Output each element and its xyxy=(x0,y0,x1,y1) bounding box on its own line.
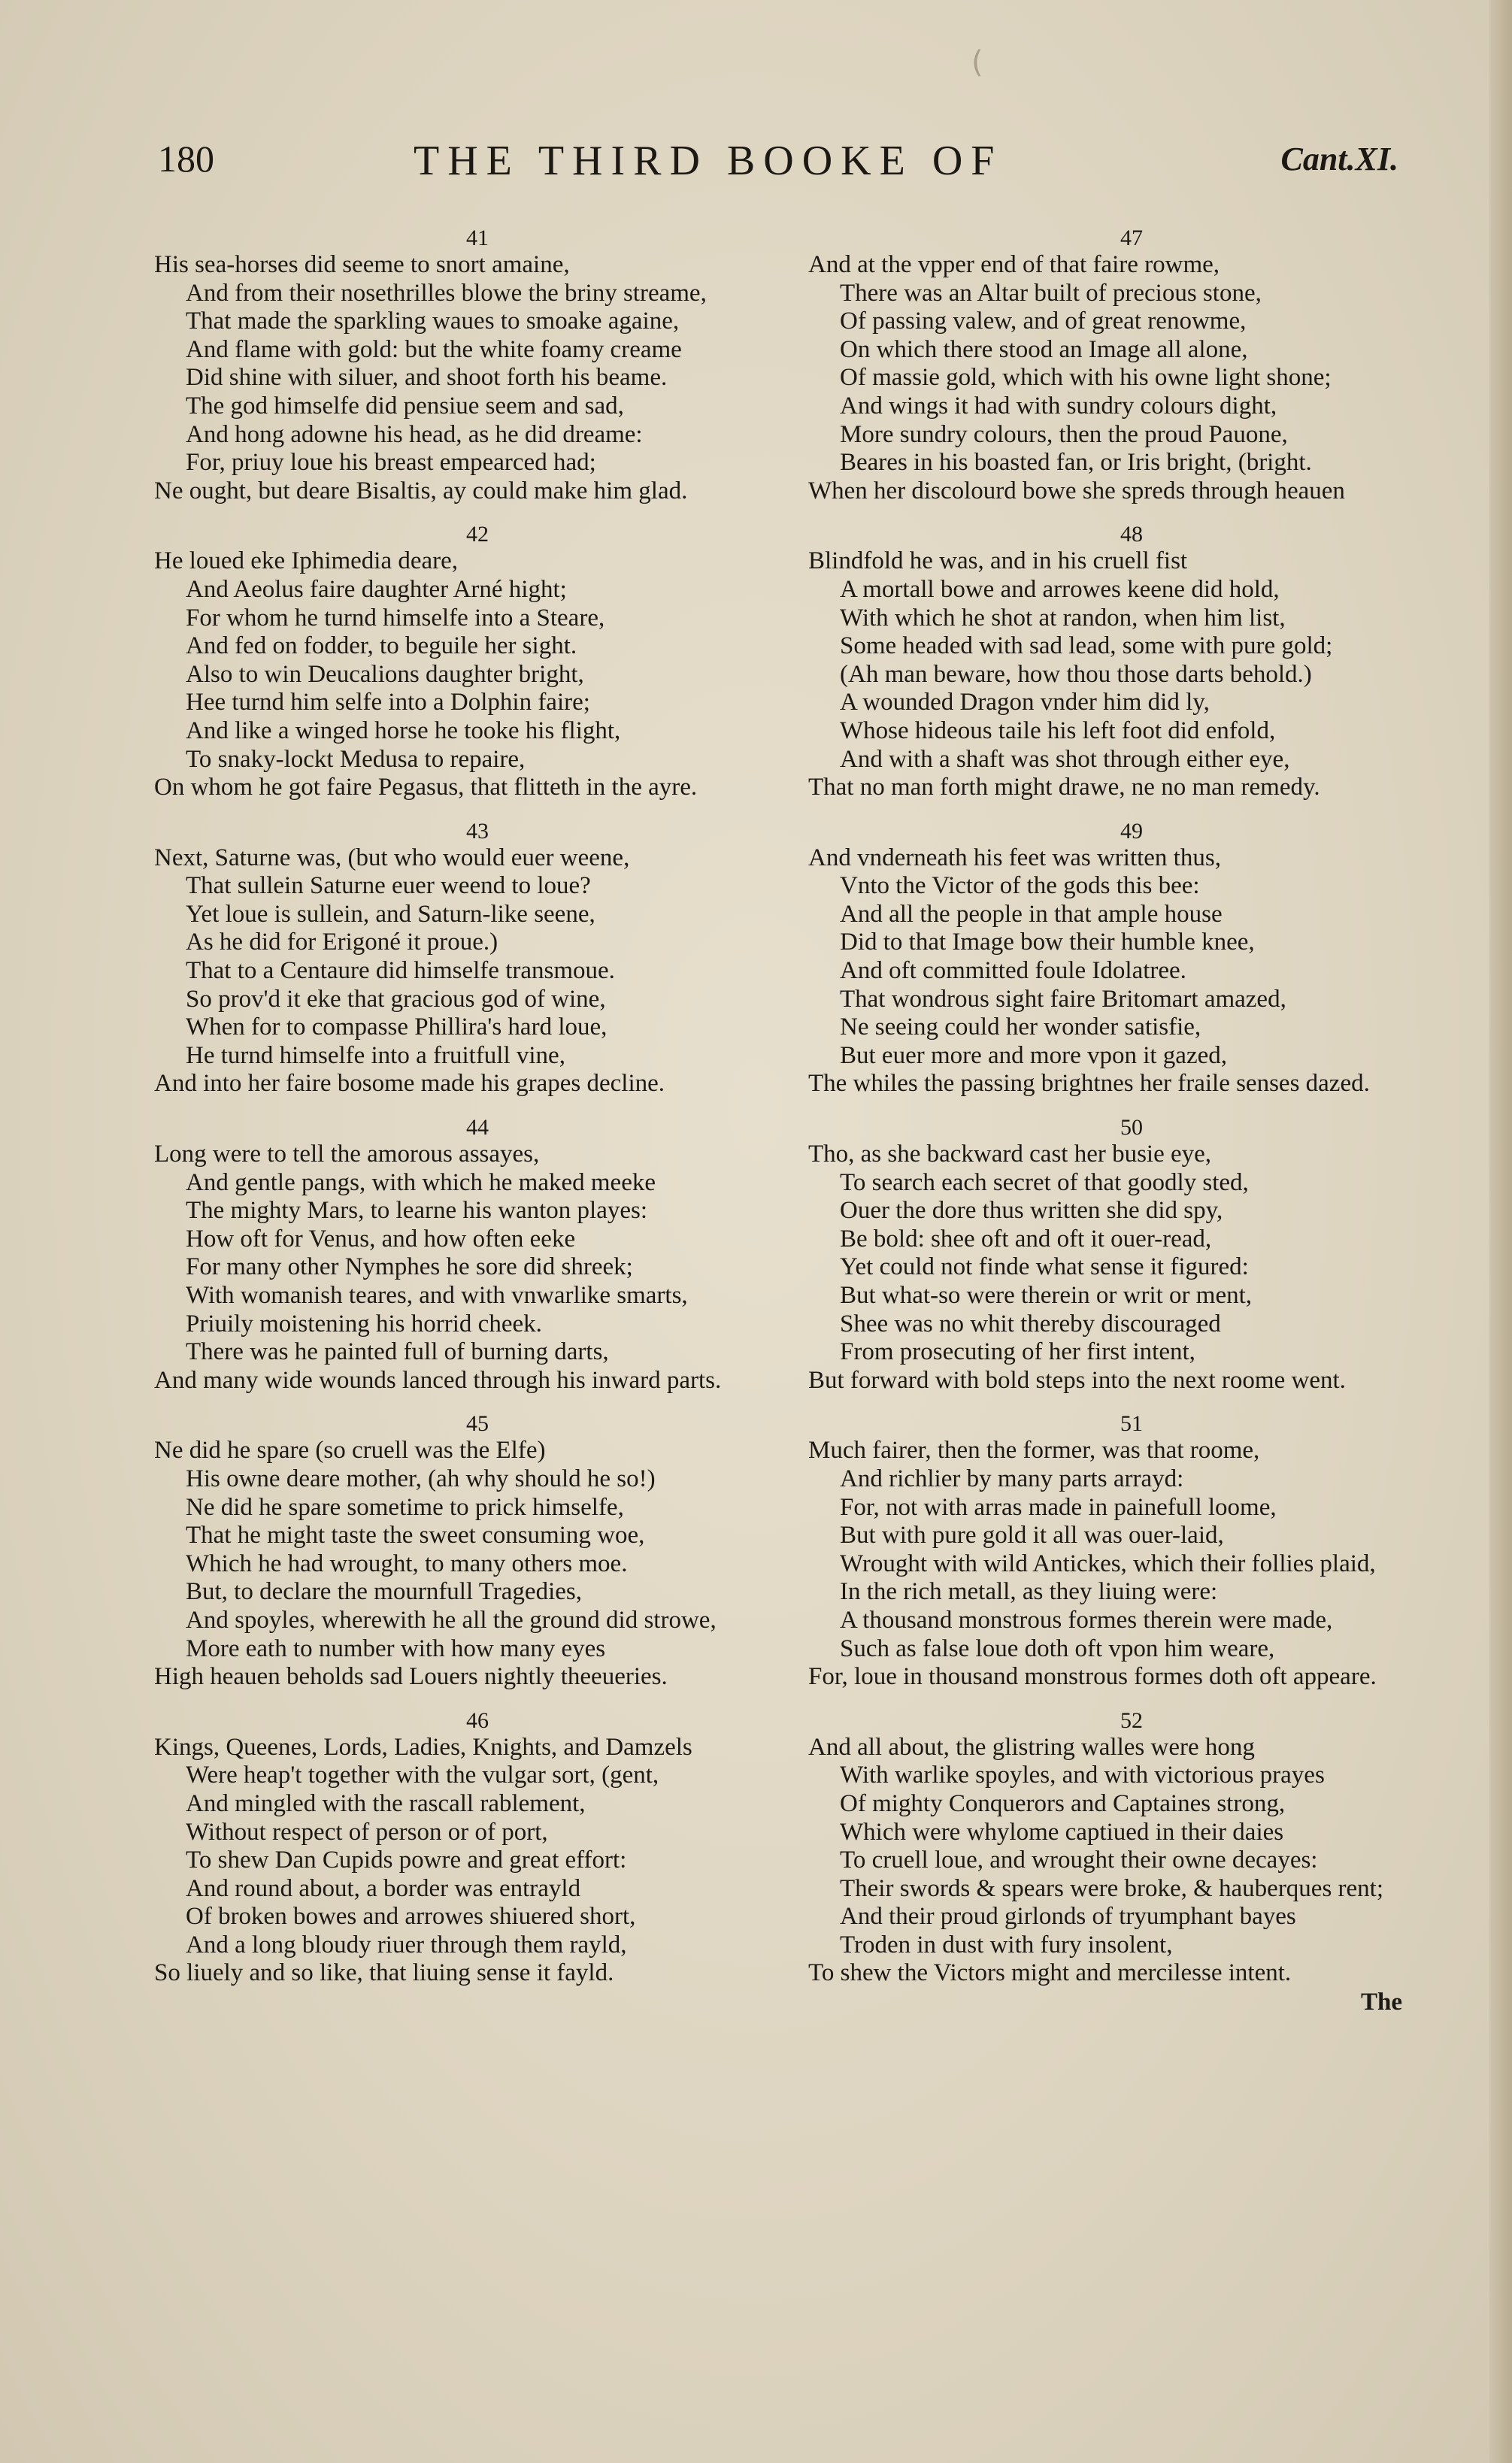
stanza-number: 43 xyxy=(466,818,489,844)
stanza-number: 50 xyxy=(1120,1115,1143,1141)
verse-line: As he did for Erigoné it proue.) xyxy=(186,929,498,956)
verse-line: That wondrous sight faire Britomart amazed, xyxy=(840,985,1286,1013)
verse-line: Vnto the Victor of the gods this bee: xyxy=(840,872,1200,900)
running-header xyxy=(158,137,1398,189)
verse-line: And many wide wounds lanced through his inward parts. xyxy=(154,1366,722,1394)
stanza-number: 45 xyxy=(466,1411,489,1437)
verse-line: Shee was no whit thereby discouraged xyxy=(840,1310,1221,1338)
verse-line: He loued eke Iphimedia deare, xyxy=(154,547,459,575)
verse-line: But with pure gold it all was ouer-laid, xyxy=(840,1522,1224,1550)
verse-line: For, priuy loue his breast empearced had; xyxy=(186,449,596,477)
stanza xyxy=(808,819,1455,1098)
verse-line: And like a winged horse he tooke his flight, xyxy=(186,716,621,744)
verse-line: (Ah man beware, how thou those darts behold.) xyxy=(840,660,1312,688)
verse-line: So liuely and so like, that liuing sense it fayld. xyxy=(154,1959,614,1987)
verse-line: Ne seeing could her wonder satisfie, xyxy=(840,1013,1201,1041)
canto-label: Cant.XI. xyxy=(1280,141,1398,177)
verse-line: And into her faire bosome made his grapes decline. xyxy=(154,1070,665,1098)
running-title: THE THIRD BOOKE OF xyxy=(414,138,1003,184)
stanza xyxy=(808,1115,1455,1395)
verse-line: Without respect of person or of port, xyxy=(186,1818,548,1846)
verse-line: Troden in dust with fury insolent, xyxy=(840,1931,1173,1959)
verse-line: Hee turnd him selfe into a Dolphin faire; xyxy=(186,689,590,716)
verse-line: On which there stood an Image all alone, xyxy=(840,335,1248,363)
verse-line: The god himselfe did pensiue seem and sad, xyxy=(186,392,624,420)
verse-line: And mingled with the rascall rablement, xyxy=(186,1789,586,1817)
verse-line: That made the sparkling waues to smoake againe, xyxy=(186,307,680,335)
verse-line: With womanish teares, and with vnwarlike smarts, xyxy=(186,1282,688,1309)
verse-line: A thousand monstrous formes therein were made, xyxy=(840,1606,1333,1634)
stanza xyxy=(154,1411,801,1691)
verse-line: Ne ought, but deare Bisaltis, ay could make him glad. xyxy=(154,477,688,504)
verse-line: A mortall bowe and arrowes keene did hold, xyxy=(840,575,1280,603)
stanza xyxy=(154,226,801,505)
verse-line: And their proud girlonds of tryumphant bayes xyxy=(840,1903,1296,1931)
stanza-number: 52 xyxy=(1120,1707,1143,1733)
verse-line: The mighty Mars, to learne his wanton playes: xyxy=(186,1197,648,1225)
verse-line: Next, Saturne was, (but who would euer weene, xyxy=(154,844,630,871)
verse-line: Be bold: shee oft and oft it ouer-read, xyxy=(840,1225,1212,1253)
verse-line: For many other Nymphes he sore did shreek; xyxy=(186,1253,633,1281)
stanza-number: 46 xyxy=(466,1707,489,1733)
verse-line: Did shine with siluer, and shoot forth his beame. xyxy=(186,364,668,392)
verse-line: And round about, a border was entrayld xyxy=(186,1874,581,1902)
verse-line: Ne did he spare sometime to prick himselfe, xyxy=(186,1493,624,1521)
verse-line: Were heap't together with the vulgar sort, (gent, xyxy=(186,1762,659,1789)
page-spine-edge xyxy=(1489,0,1512,2463)
verse-line: That no man forth might drawe, ne no man remedy. xyxy=(808,774,1320,801)
verse-line: And oft committed foule Idolatree. xyxy=(840,957,1186,985)
stanza xyxy=(154,1115,801,1395)
right-column xyxy=(808,226,1455,2004)
verse-line: His sea-horses did seeme to snort amaine, xyxy=(154,251,570,278)
verse-line: And from their nosethrilles blowe the briny streame, xyxy=(186,279,707,307)
verse-line: In the rich metall, as they liuing were: xyxy=(840,1578,1218,1606)
verse-line: Beares in his boasted fan, or Iris bright, (bright. xyxy=(840,449,1312,477)
verse-line: Of broken bowes and arrowes shiuered short, xyxy=(186,1903,636,1931)
verse-line: To cruell loue, and wrought their owne decayes: xyxy=(840,1846,1318,1874)
stanza-number: 41 xyxy=(466,226,489,250)
verse-line: And wings it had with sundry colours dight, xyxy=(840,392,1277,420)
stanza-number: 49 xyxy=(1120,818,1143,844)
verse-line: Tho, as she backward cast her busie eye, xyxy=(808,1141,1212,1168)
verse-line: More sundry colours, then the proud Pauone, xyxy=(840,420,1288,448)
verse-line: Did to that Image bow their humble knee, xyxy=(840,929,1255,956)
verse-line: Blindfold he was, and in his cruell fist xyxy=(808,547,1188,575)
verse-line: Some headed with sad lead, some with pure gold; xyxy=(840,632,1333,660)
verse-line: And fed on fodder, to beguile her sight. xyxy=(186,632,577,660)
verse-line: High heauen beholds sad Louers nightly theeueries. xyxy=(154,1663,668,1691)
verse-line: There was he painted full of burning darts, xyxy=(186,1338,609,1366)
verse-line: But, to declare the mournfull Tragedies, xyxy=(186,1578,582,1606)
verse-line: He turnd himselfe into a fruitfull vine, xyxy=(186,1041,565,1069)
stanza xyxy=(154,522,801,801)
verse-line: Ne did he spare (so cruell was the Elfe) xyxy=(154,1437,546,1465)
verse-line: To search each secret of that goodly sted, xyxy=(840,1168,1249,1196)
verse-line: And a long bloudy riuer through them rayld, xyxy=(186,1931,627,1959)
verse-line: On whom he got faire Pegasus, that flitteth in the ayre. xyxy=(154,774,698,801)
verse-line: There was an Altar built of precious stone, xyxy=(840,279,1262,307)
verse-line: A wounded Dragon vnder him did ly, xyxy=(840,689,1210,716)
verse-line: His owne deare mother, (ah why should he so!) xyxy=(186,1465,656,1492)
verse-line: For, not with arras made in painefull loome, xyxy=(840,1493,1277,1521)
stanza xyxy=(154,1708,801,1988)
verse-line: Ouer the dore thus written she did spy, xyxy=(840,1197,1223,1225)
verse-line: More eath to number with how many eyes xyxy=(186,1634,606,1662)
verse-line: When for to compasse Phillira's hard loue, xyxy=(186,1013,608,1041)
page-number: 180 xyxy=(158,138,214,180)
verse-line: Such as false loue doth oft vpon him weare, xyxy=(840,1634,1275,1662)
verse-line: And Aeolus faire daughter Arné hight; xyxy=(186,575,567,603)
verse-line: For whom he turnd himselfe into a Steare, xyxy=(186,604,605,632)
stanza xyxy=(154,819,801,1098)
stanza xyxy=(808,1411,1455,1691)
verse-line: And vnderneath his feet was written thus, xyxy=(808,844,1221,871)
verse-line: And spoyles, wherewith he all the ground did strowe, xyxy=(186,1606,717,1634)
verse-line: To shew the Victors might and mercilesse intent. xyxy=(808,1959,1292,1987)
verse-line: Of massie gold, which with his owne light shone; xyxy=(840,364,1332,392)
verse-line: To shew Dan Cupids powre and great effort: xyxy=(186,1846,627,1874)
verse-line: To snaky-lockt Medusa to repaire, xyxy=(186,745,526,773)
verse-line: But euer more and more vpon it gazed, xyxy=(840,1041,1227,1069)
verse-line: And at the vpper end of that faire rowme, xyxy=(808,251,1220,278)
verse-line: Whose hideous taile his left foot did enfold, xyxy=(840,716,1276,744)
verse-line: But forward with bold steps into the next roome went. xyxy=(808,1366,1346,1394)
verse-line: The whiles the passing brightnes her fraile senses dazed. xyxy=(808,1070,1370,1098)
verse-line: Their swords & spears were broke, & hauberques rent; xyxy=(840,1874,1384,1902)
verse-line: And hong adowne his head, as he did dreame: xyxy=(186,420,643,448)
verse-line: Much fairer, then the former, was that roome, xyxy=(808,1437,1260,1465)
verse-line: Kings, Queenes, Lords, Ladies, Knights, and Damzels xyxy=(154,1733,692,1761)
verse-line: For, loue in thousand monstrous formes doth oft appeare. xyxy=(808,1663,1377,1691)
verse-line: With warlike spoyles, and with victorious prayes xyxy=(840,1762,1325,1789)
verse-line: And all the people in that ample house xyxy=(840,900,1223,928)
verse-line: That he might taste the sweet consuming woe, xyxy=(186,1522,645,1550)
verse-line: Long were to tell the amorous assayes, xyxy=(154,1141,540,1168)
verse-line: Yet could not finde what sense it figured: xyxy=(840,1253,1249,1281)
verse-line: And all about, the glistring walles were hong xyxy=(808,1733,1255,1761)
verse-line: And with a shaft was shot through either eye, xyxy=(840,745,1290,773)
stanza-number: 47 xyxy=(1120,226,1143,250)
stanza xyxy=(808,226,1455,505)
stanza-number: 48 xyxy=(1120,522,1143,547)
verse-line: Yet loue is sullein, and Saturn-like seene, xyxy=(186,900,595,928)
verse-line: Also to win Deucalions daughter bright, xyxy=(186,660,584,688)
verse-line: From prosecuting of her first intent, xyxy=(840,1338,1195,1366)
verse-line: But what-so were therein or writ or ment, xyxy=(840,1282,1253,1309)
verse-line: How oft for Venus, and how often eeke xyxy=(186,1225,576,1253)
verse-line: And richlier by many parts arrayd: xyxy=(840,1465,1184,1492)
stanza-number: 51 xyxy=(1120,1411,1143,1437)
stanza xyxy=(808,1708,1455,1988)
stanza-number: 42 xyxy=(466,522,489,547)
verse-line: Which he had wrought, to many others moe. xyxy=(186,1550,628,1577)
verse-line: So prov'd it eke that gracious god of wine, xyxy=(186,985,606,1013)
verse-line: And flame with gold: but the white foamy creame xyxy=(186,335,682,363)
verse-line: Of passing valew, and of great renowme, xyxy=(840,307,1247,335)
verse-line: That to a Centaure did himselfe transmoue. xyxy=(186,957,615,985)
stanza-number: 44 xyxy=(466,1115,489,1141)
verse-line: Which were whylome captiued in their daies xyxy=(840,1818,1284,1846)
top-mark: ( xyxy=(971,45,983,80)
catchword: The xyxy=(1361,1989,1403,2016)
verse-line: With which he shot at randon, when him list, xyxy=(840,604,1286,632)
verse-line: Priuily moistening his horrid cheek. xyxy=(186,1310,542,1338)
verse-line: And gentle pangs, with which he maked meeke xyxy=(186,1168,656,1196)
verse-line: That sullein Saturne euer weend to loue? xyxy=(186,872,591,900)
stanza xyxy=(808,522,1455,801)
verse-line: Of mighty Conquerors and Captaines strong, xyxy=(840,1789,1286,1817)
left-column xyxy=(154,226,801,2004)
verse-line: When her discolourd bowe she spreds through heauen xyxy=(808,477,1345,504)
verse-line: Wrought with wild Antickes, which their follies plaid, xyxy=(840,1550,1376,1577)
